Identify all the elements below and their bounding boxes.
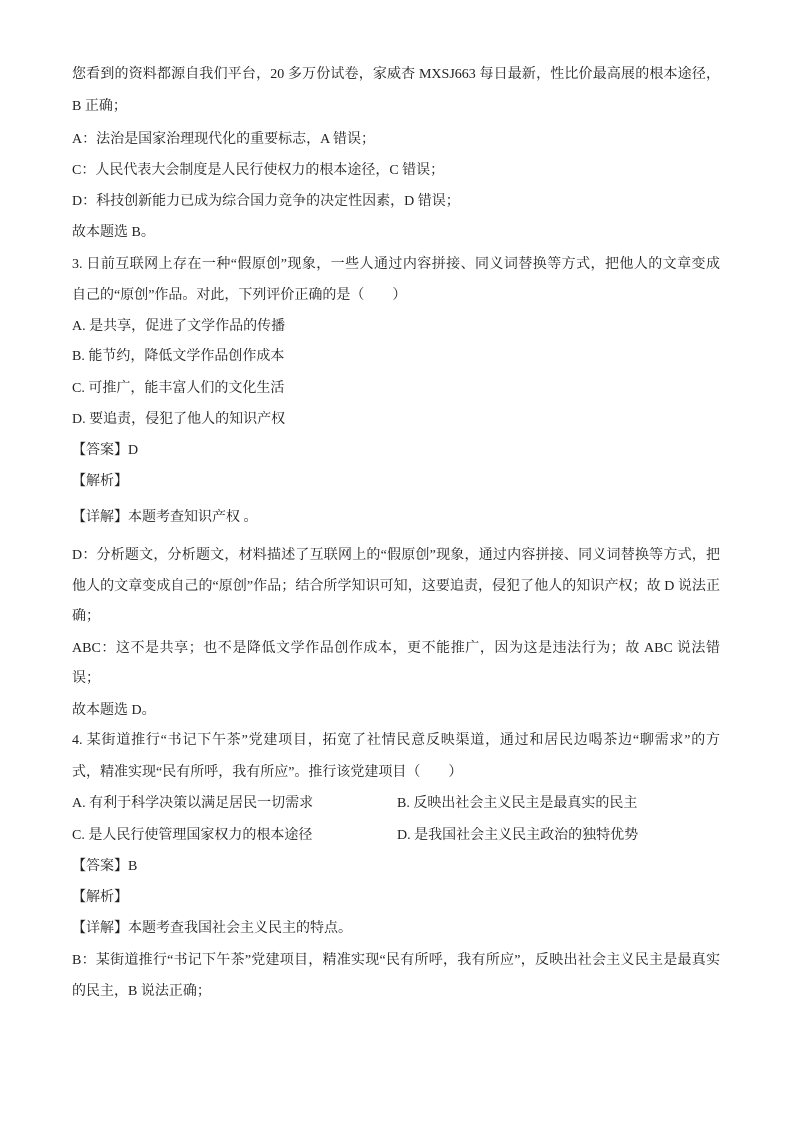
q4-answer-line <box>72 857 137 877</box>
conclusion-line: 故本题选 B。 <box>72 225 155 240</box>
q3-explanation-line-2: 他人的文章变成自己的“原创”作品；结合所学知识可知，这要追责，侵犯了他人的知识产权；故 D 说法正 <box>72 579 720 594</box>
detail-text: 本题考查知识产权 。 <box>128 510 258 525</box>
q3-stem-line-2: 自己的“原创”作品。对此，下列评价正确的是（ ） <box>72 288 407 303</box>
q3-explanation-line-5: 误； <box>72 671 100 686</box>
q3-option-a: A. 是共享，促进了文学作品的传播 <box>72 319 286 334</box>
q3-detail-line <box>72 508 258 528</box>
q4-stem-line-2: 式，精准实现“民有所呼，我有所应”。推行该党建项目（ ） <box>72 765 463 780</box>
q4-explanation-line-2: 的民主，B 说法正确； <box>72 984 211 999</box>
verdict-line: B 正确； <box>72 99 127 114</box>
detail-label: 【详解】 <box>72 510 128 525</box>
q3-option-c: C. 可推广，能丰富人们的文化生活 <box>72 381 285 396</box>
q4-option-c: C. 是人民行使管理国家权力的根本途径 <box>72 828 313 843</box>
answer-label: 【答案】 <box>72 443 128 458</box>
q4-explanation-line-1: B：某街道推行“书记下午茶”党建项目，精准实现“民有所呼，我有所应”，反映出社会主义民主是最真实 <box>72 953 720 968</box>
q3-explanation-line-1: D：分析题文，分析题文，材料描述了互联网上的“假原创”现象，通过内容拼接、同义词替换等方式，把 <box>72 548 720 563</box>
q3-stem-line-1: 3. 日前互联网上存在一种“假原创”现象，一些人通过内容拼接、同义词替换等方式，把他人的文章变成 <box>72 257 720 272</box>
q4-stem-line-1: 4. 某街道推行“书记下午茶”党建项目，拓宽了社情民意反映渠道，通过和居民边喝茶边“聊需求”的方 <box>72 733 720 748</box>
q3-option-d: D. 要追责，侵犯了他人的知识产权 <box>72 412 286 427</box>
q4-option-a: A. 有利于科学决策以满足居民一切需求 <box>72 796 314 811</box>
answer-value: D <box>128 443 139 458</box>
detail-label: 【详解】 <box>72 921 128 936</box>
analysis-line-a: A：法治是国家治理现代化的重要标志，A 错误； <box>72 132 375 147</box>
analysis-line-c: C：人民代表大会制度是人民行使权力的根本途径，C 错误； <box>72 163 445 178</box>
q3-option-b: B. 能节约，降低文学作品创作成本 <box>72 349 285 364</box>
q4-detail-line <box>72 919 352 939</box>
intro-line: 您看到的资料都源自我们平台，20 多万份试卷，家威杏 MXSJ663 每日最新，性比价最高展的根本途径， <box>72 67 720 82</box>
analysis-line-d: D：科技创新能力已成为综合国力竞争的决定性因素，D 错误； <box>72 194 460 209</box>
q3-conclusion-line: 故本题选 D。 <box>72 703 156 718</box>
q3-explanation-line-3: 确； <box>72 609 100 624</box>
q3-analysis-label: 【解析】 <box>72 474 128 489</box>
detail-text: 本题考查我国社会主义民主的特点。 <box>128 921 352 936</box>
q3-answer-line <box>72 441 138 461</box>
q4-analysis-label: 【解析】 <box>72 890 128 905</box>
answer-label: 【答案】 <box>72 859 128 874</box>
q4-option-b: B. 反映出社会主义民主是最真实的民主 <box>397 796 638 811</box>
q4-option-d: D. 是我国社会主义民主政治的独特优势 <box>397 828 639 843</box>
q3-explanation-line-4: ABC：这不是共享；也不是降低文学作品创作成本，更不能推广，因为这是违法行为；故 ABC 说法错 <box>72 641 720 656</box>
answer-value: B <box>128 859 138 874</box>
